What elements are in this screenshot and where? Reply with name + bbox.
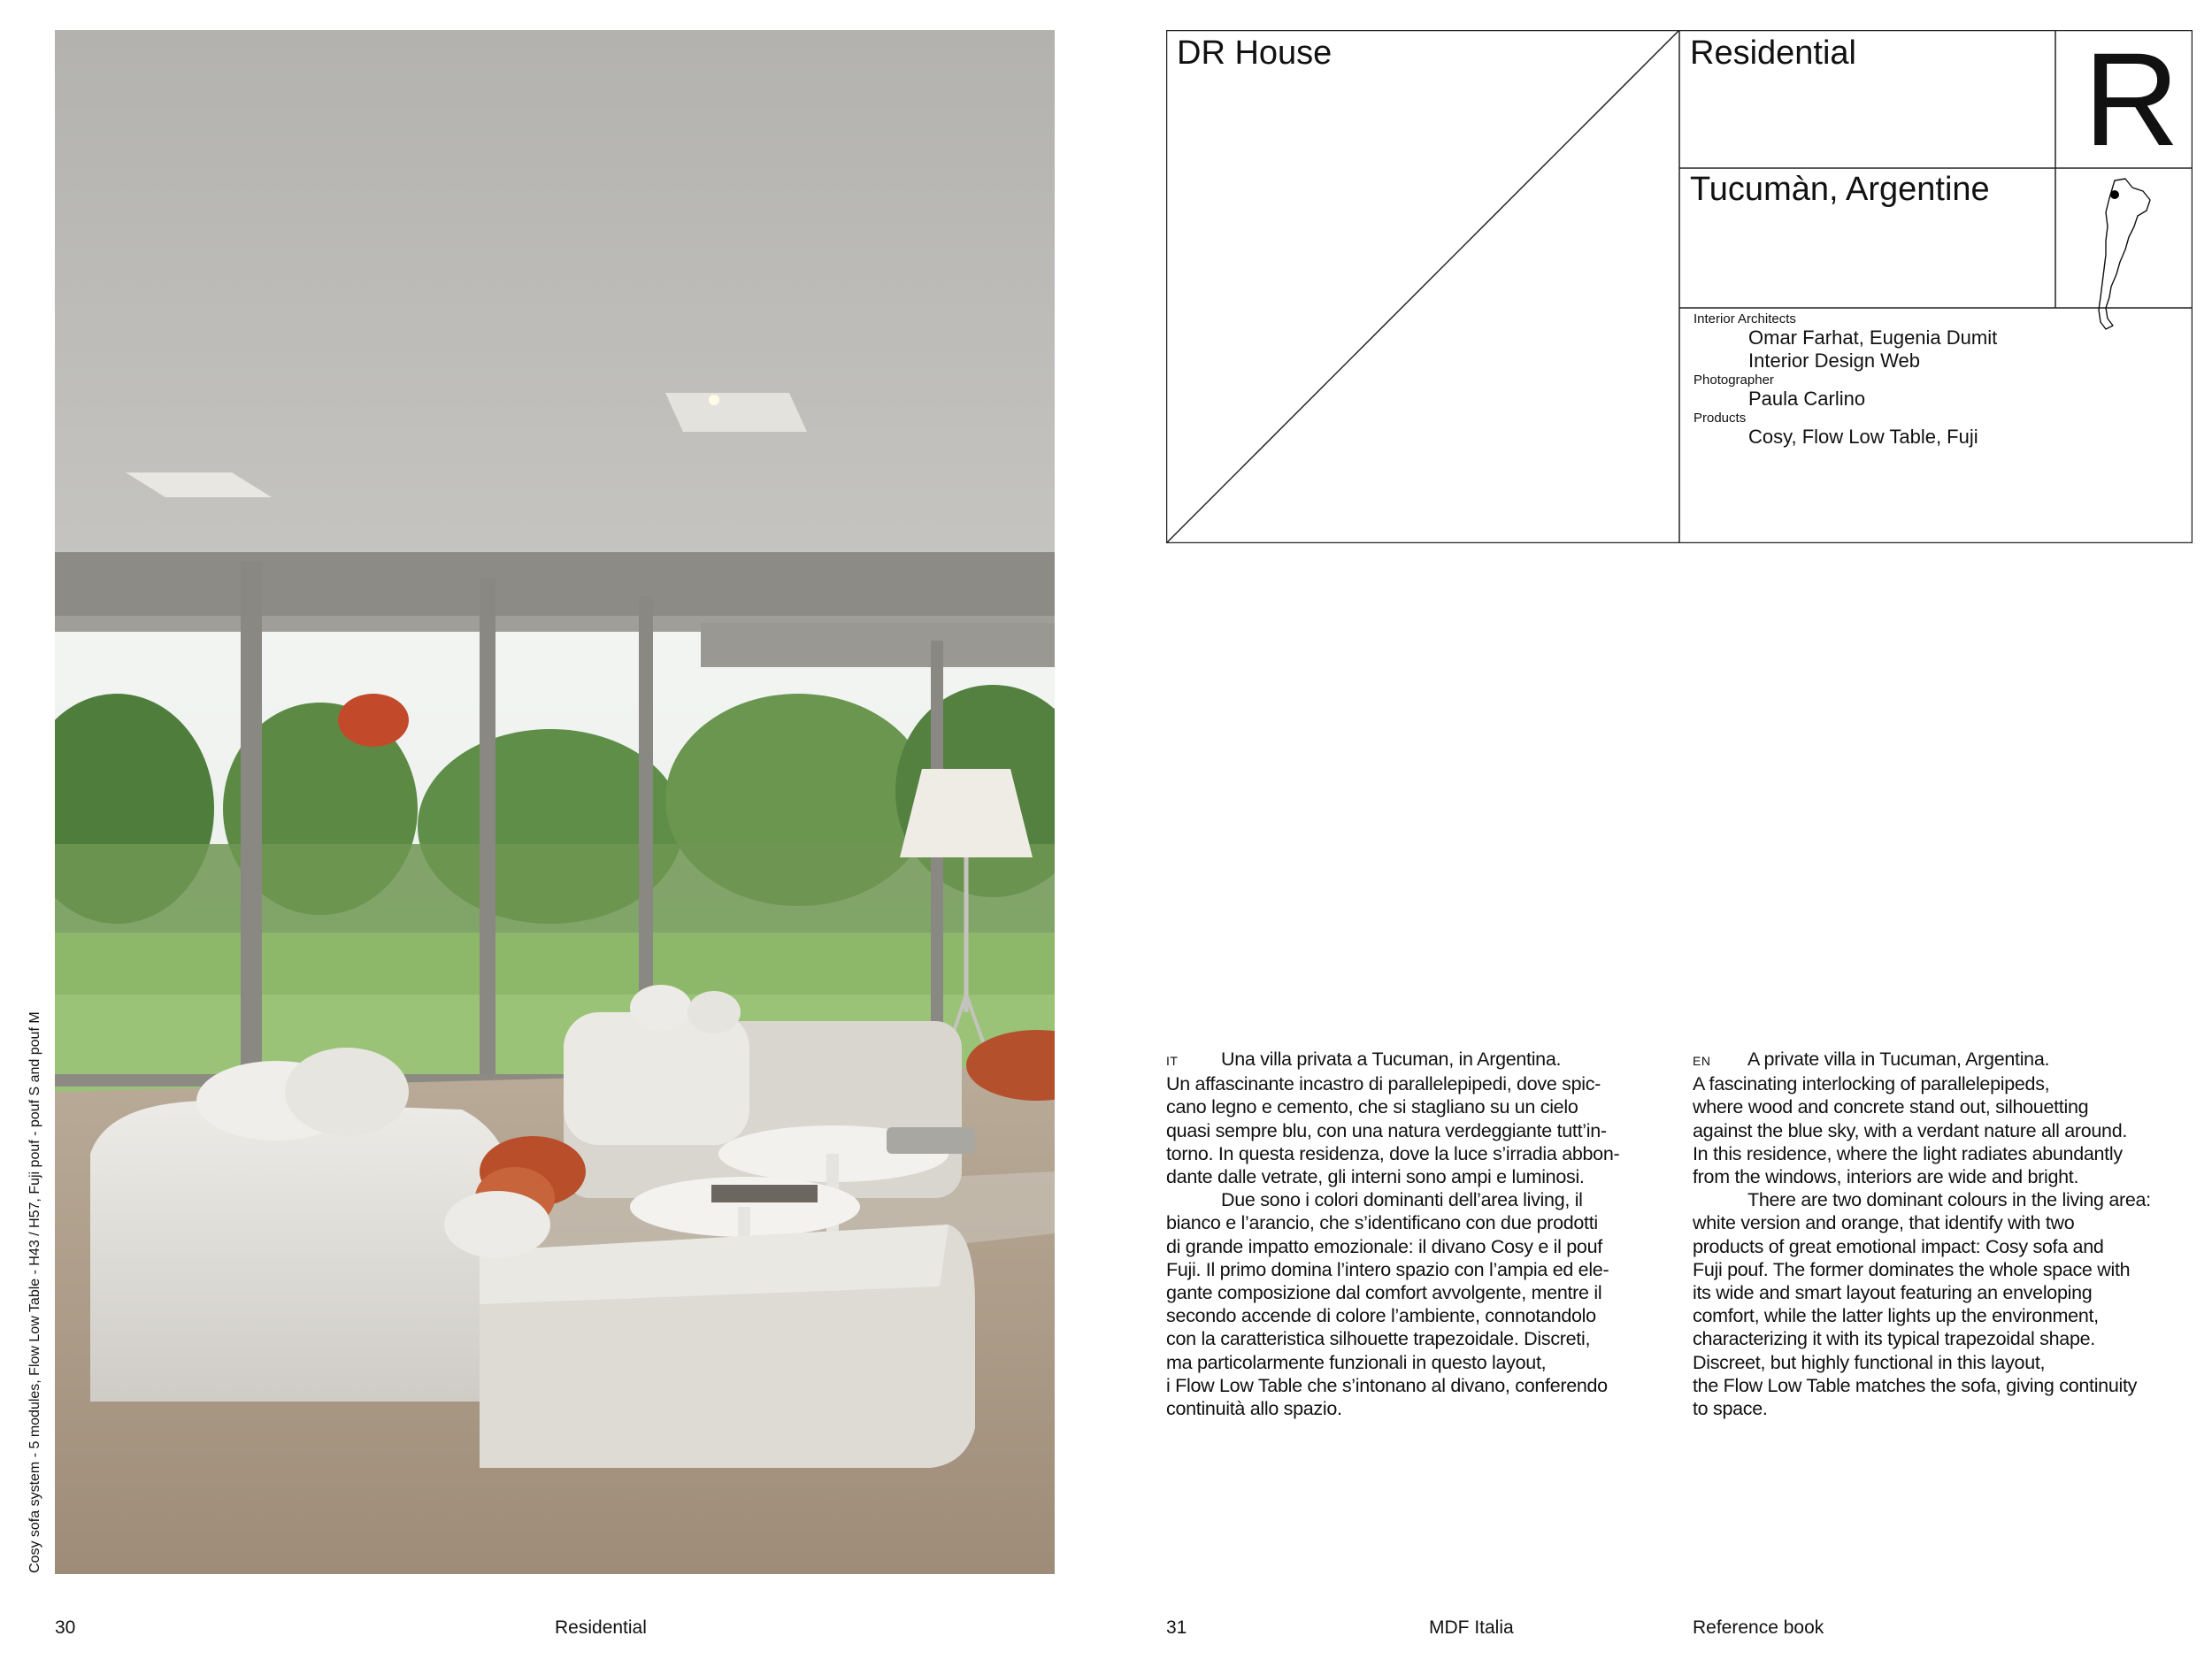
text-line: Una villa privata a Tucuman, in Argentina. <box>1221 1048 1562 1070</box>
english-text-column <box>1693 1048 2190 1420</box>
text-line: A private villa in Tucuman, Argentina. <box>1747 1048 2050 1070</box>
text-line: di grande impatto emozionale: il divano Cosy e il pouf <box>1166 1235 1602 1257</box>
text-line: continuità allo spazio. <box>1166 1398 1342 1420</box>
text-line: Due sono i colori dominanti dell’area living, il <box>1221 1189 1583 1211</box>
text-line: its wide and smart layout featuring an enveloping <box>1693 1282 2093 1304</box>
page-number-left: 30 <box>55 1617 76 1638</box>
paragraph <box>1693 1188 2190 1420</box>
text-line: from the windows, interiors are wide and bright. <box>1693 1166 2079 1188</box>
credit-label-photographer: Photographer <box>1694 373 1774 388</box>
text-line: Un affascinante incastro di parallelepipedi, dove spic- <box>1166 1073 1601 1095</box>
credit-label-products: Products <box>1694 411 1747 426</box>
text-line: A fascinating interlocking of parallelepipeds, <box>1693 1073 2050 1095</box>
credits-list <box>1694 311 2189 449</box>
text-line: secondo accende di colore l’ambiente, connotandolo <box>1166 1305 1596 1327</box>
paragraph <box>1693 1048 2190 1188</box>
book-title-footer: Reference book <box>1693 1617 1824 1638</box>
text-line: Discreet, but highly functional in this layout, <box>1693 1351 2046 1373</box>
text-line: Fuji. Il primo domina l’intero spazio con l’ampia ed ele- <box>1166 1258 1609 1280</box>
language-label-it: IT <box>1166 1054 1179 1068</box>
text-line: Fuji pouf. The former dominates the whole space with <box>1693 1258 2131 1280</box>
text-line: the Flow Low Table matches the sofa, giving continuity <box>1693 1374 2138 1396</box>
italian-text-column <box>1166 1048 1663 1420</box>
credit-value-architects: Interior Design Web <box>1748 349 1921 372</box>
argentina-map-icon <box>2051 173 2193 334</box>
brand-footer: MDF Italia <box>1429 1617 1514 1638</box>
text-line: gante composizione dal comfort avvolgente, mentre il <box>1166 1282 1602 1304</box>
project-title: DR House <box>1177 35 1333 72</box>
text-line: to space. <box>1693 1398 1768 1420</box>
project-category: Residential <box>1690 35 1856 72</box>
paragraph <box>1166 1188 1663 1420</box>
info-box-grid <box>1166 25 2193 543</box>
text-line: In this residence, where the light radiates abundantly <box>1693 1142 2123 1164</box>
text-line: There are two dominant colours in the living area: <box>1747 1189 2151 1211</box>
living-room-photo <box>55 30 1055 1574</box>
credit-value-architects: Omar Farhat, Eugenia Dumit <box>1748 326 1998 349</box>
text-line: dante dalle vetrate, gli interni sono ampi e luminosi. <box>1166 1166 1585 1188</box>
text-line: comfort, while the latter lights up the environment, <box>1693 1305 2099 1327</box>
text-line: ma particolarmente funzionali in questo layout, <box>1166 1351 1547 1373</box>
project-location: Tucumàn, Argentine <box>1690 171 1990 208</box>
text-line: white version and orange, that identify with two <box>1693 1212 2075 1234</box>
text-line: characterizing it with its typical trapezoidal shape. <box>1693 1328 2095 1350</box>
text-line: torno. In questa residenza, dove la luce s’irradia abbon- <box>1166 1142 1620 1164</box>
caption-text: Cosy sofa system - 5 modules, Flow Low Table - H43 / H57, Fuji pouf - pouf S and pouf M <box>27 1011 42 1573</box>
text-line: products of great emotional impact: Cosy sofa and <box>1693 1235 2104 1257</box>
category-letter: R <box>2083 25 2180 173</box>
credit-value-products: Cosy, Flow Low Table, Fuji <box>1748 426 1978 448</box>
text-line: i Flow Low Table che s’intonano al divano, conferendo <box>1166 1374 1608 1396</box>
text-line: where wood and concrete stand out, silhouetting <box>1693 1096 2089 1118</box>
text-line: bianco e l’arancio, che s’identificano con due prodotti <box>1166 1212 1598 1234</box>
text-line: con la caratteristica silhouette trapezoidale. Discreti, <box>1166 1328 1591 1350</box>
text-line: against the blue sky, with a verdant nature all around. <box>1693 1119 2128 1141</box>
text-line: quasi sempre blu, con una natura verdeggiante tutt’in- <box>1166 1119 1607 1141</box>
credit-value-photographer: Paula Carlino <box>1748 388 1866 410</box>
project-info-box <box>1166 25 2193 543</box>
page-number-right: 31 <box>1166 1617 1187 1638</box>
photo-caption <box>7 334 64 1573</box>
paragraph <box>1166 1048 1663 1188</box>
credit-label-architects: Interior Architects <box>1694 311 1796 326</box>
section-footer: Residential <box>555 1617 647 1638</box>
language-label-en: EN <box>1693 1054 1711 1068</box>
text-line: cano legno e cemento, che si stagliano su un cielo <box>1166 1096 1578 1118</box>
